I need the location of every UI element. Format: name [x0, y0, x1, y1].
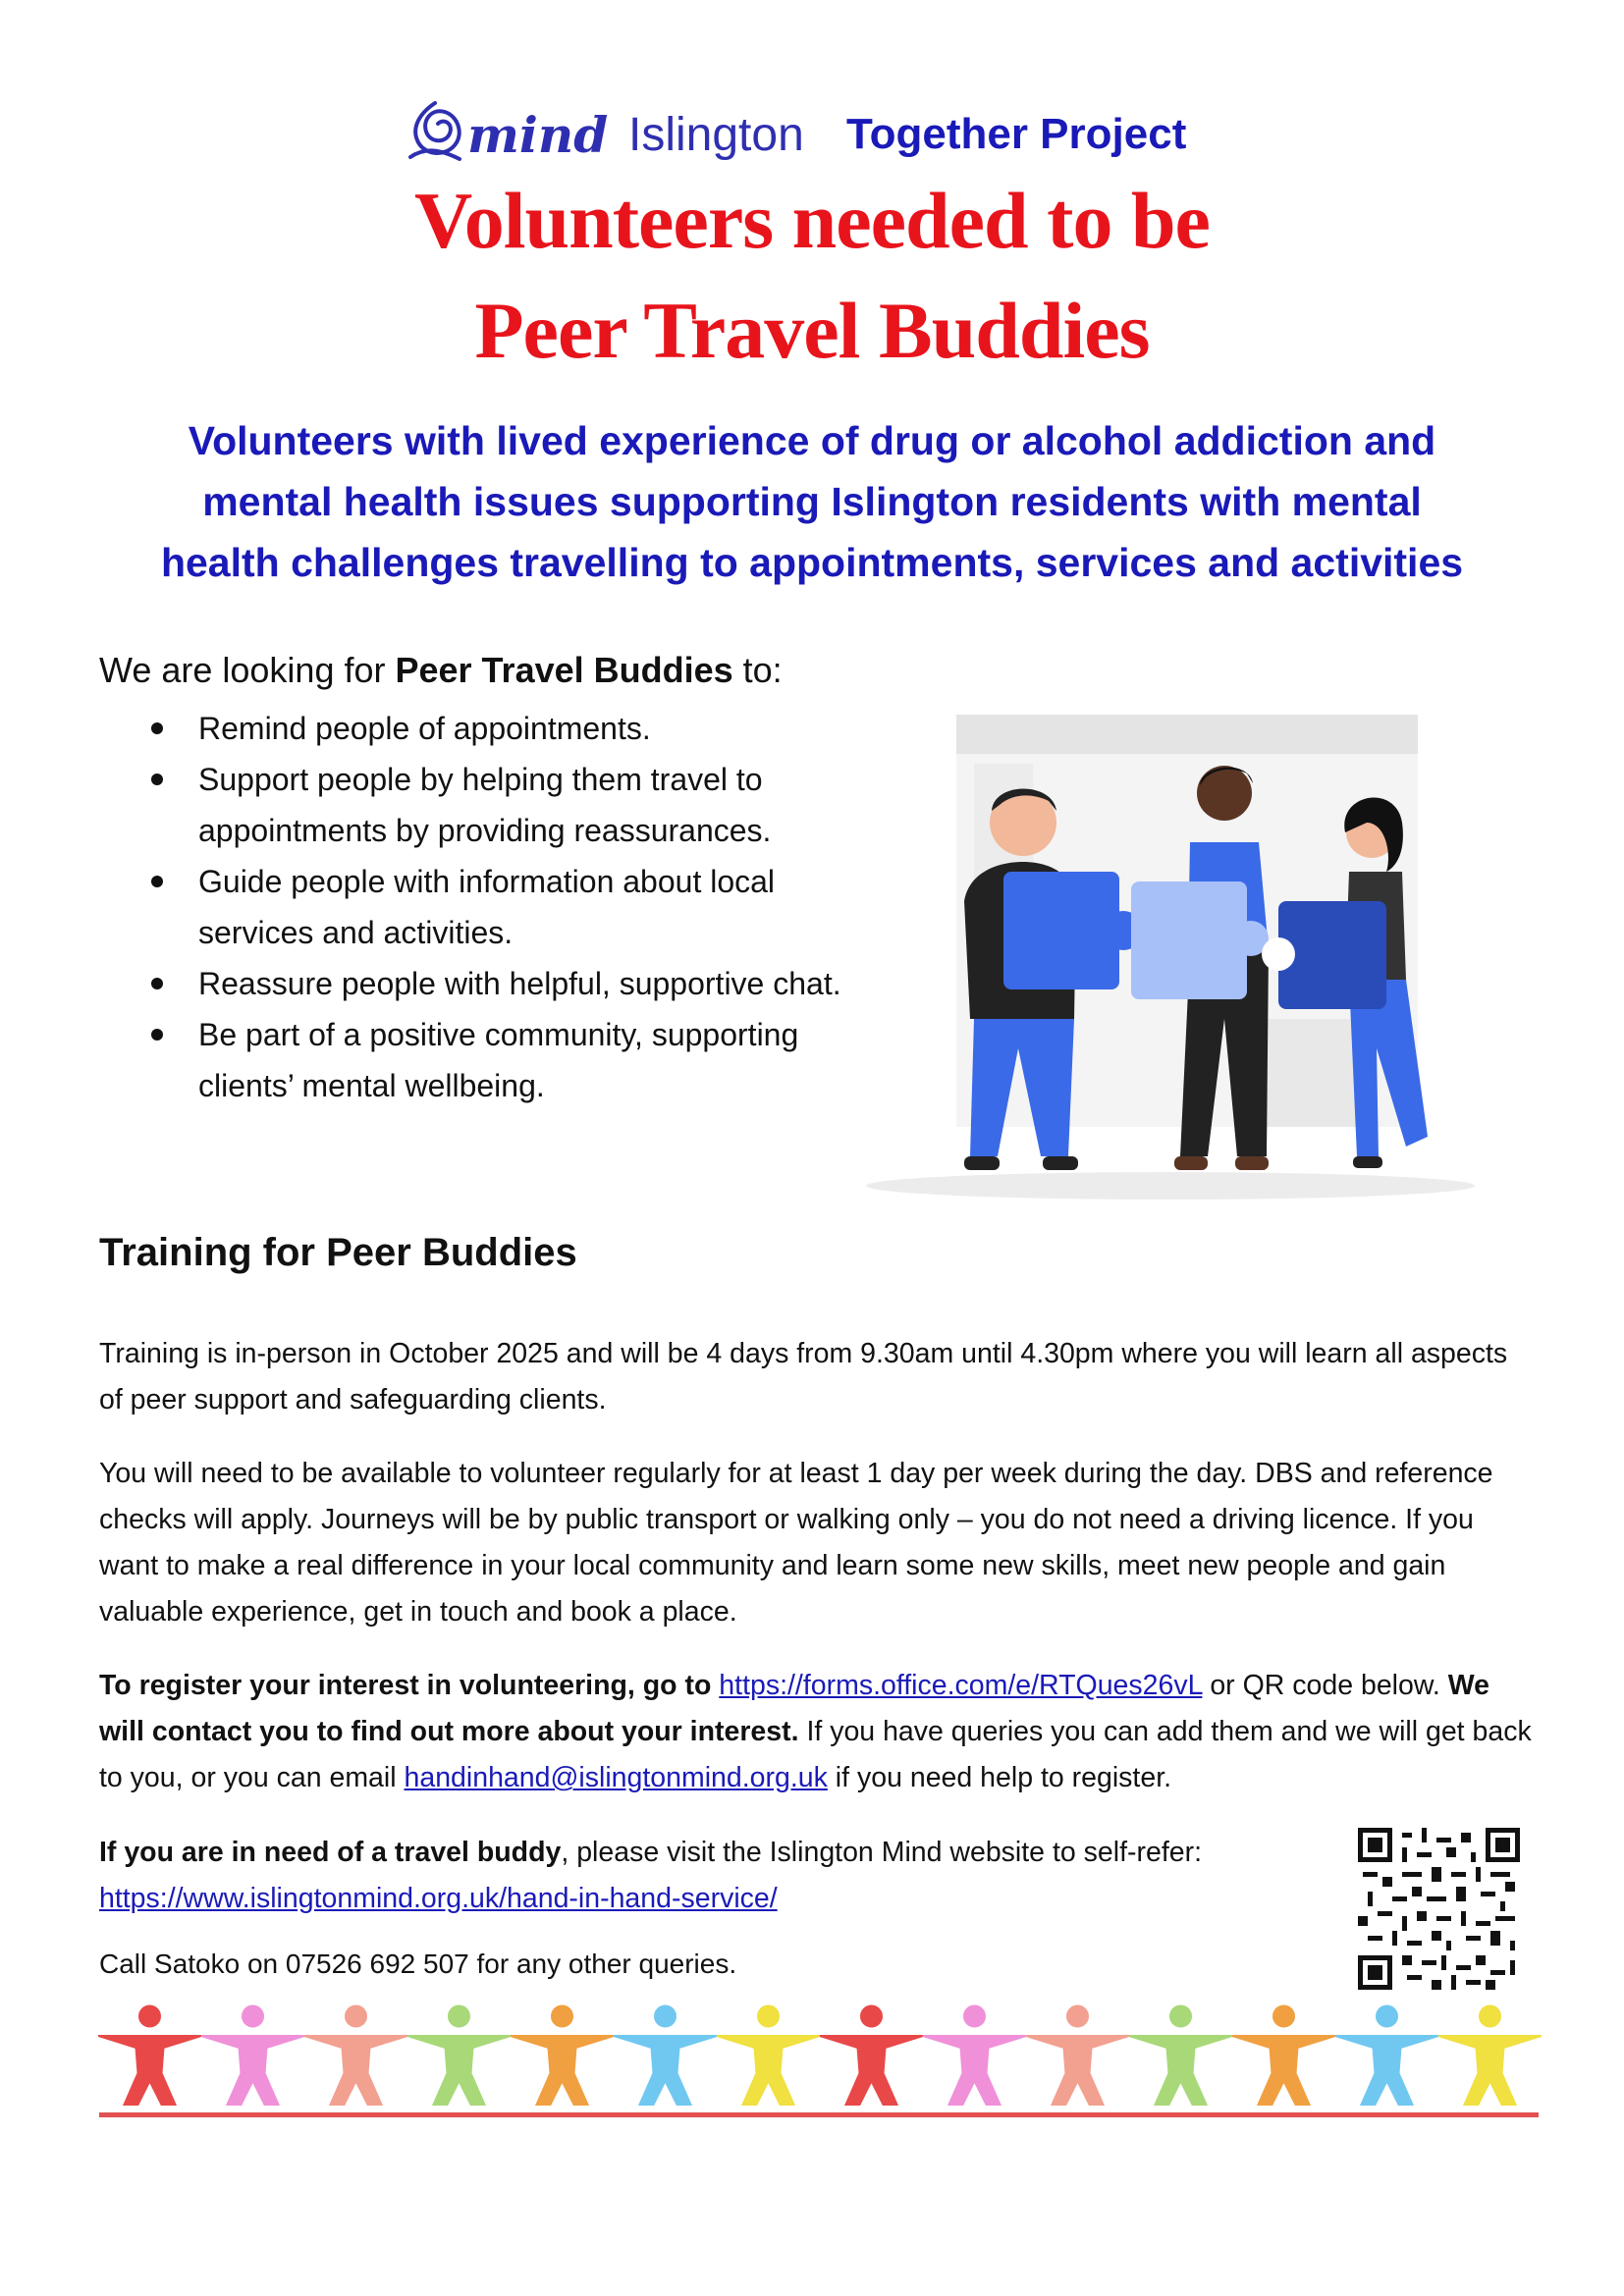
training-heading: Training for Peer Buddies: [99, 1231, 577, 1274]
bullet-item: [137, 856, 844, 958]
bullet-dot-icon: [151, 722, 163, 734]
person-figure-icon: [1232, 2005, 1335, 2105]
register-text-3: if you need help to register.: [827, 1762, 1172, 1793]
email-link[interactable]: handinhand@islingtonmind.org.uk: [404, 1762, 828, 1793]
register-paragraph: [99, 1663, 1533, 1801]
person-figure-icon: [1438, 2005, 1542, 2105]
self-refer-paragraph: [99, 1830, 1336, 1922]
people-chain-icon: [98, 2002, 1542, 2112]
title-line-1: Volunteers needed to be: [414, 176, 1210, 265]
bullet-item: [137, 703, 844, 754]
bullet-text: Guide people with information about local services and activities.: [198, 864, 776, 950]
person-figure-icon: [304, 2005, 407, 2105]
register-bold-1: To register your interest in volunteering, go to: [99, 1670, 720, 1701]
bullet-text: Remind people of appointments.: [198, 711, 651, 746]
intro-suffix: to:: [732, 650, 783, 690]
bullet-item: [137, 958, 844, 1009]
intro-bold: Peer Travel Buddies: [395, 650, 733, 690]
intro-text: [99, 650, 783, 691]
subtitle-line-3: health challenges travelling to appointments, services and activities: [160, 540, 1464, 585]
header: [0, 98, 1624, 177]
training-paragraph-2: You will need to be available to volunteer regularly for at least 1 day per week during the day. DBS and reference checks will apply. Journeys will be by public transport or walking only – you do not need a driving licence. If you want to make a real difference in your local community and learn some new skills, meet new people and gain valuable experience, get in touch and book a place.: [99, 1458, 1493, 1628]
person-figure-icon: [614, 2005, 717, 2105]
footer-line: [99, 2112, 1539, 2117]
bullet-dot-icon: [151, 774, 163, 785]
subtitle: [98, 410, 1526, 593]
person-figure-icon: [923, 2005, 1026, 2105]
person-figure-icon: [1335, 2005, 1438, 2105]
person-figure-icon: [1026, 2005, 1129, 2105]
bullet-item: [137, 1009, 844, 1111]
self-refer-bold: If you are in need of a travel buddy: [99, 1837, 562, 1868]
bullet-text: Support people by helping them travel to appointments by providing reassurances.: [198, 762, 772, 848]
bullet-dot-icon: [151, 978, 163, 989]
qr-code-icon[interactable]: [1358, 1828, 1520, 1990]
logo-islington-text: Islington: [628, 109, 804, 161]
intro-prefix: We are looking for: [99, 650, 396, 690]
register-bold-2: We will contact you to find out more about your interest.: [99, 1670, 1489, 1747]
subtitle-line-2: mental health issues supporting Islington residents with mental: [202, 479, 1422, 524]
person-figure-icon: [820, 2005, 923, 2105]
register-text-2: If you have queries you can add them and we will get back to you, or you can email: [99, 1716, 1532, 1793]
person-figure-icon: [717, 2005, 820, 2105]
person-figure-icon: [98, 2005, 201, 2105]
contact-text: Call Satoko on 07526 692 507 for any other queries.: [99, 1949, 737, 1979]
self-refer-text: , please visit the Islington Mind website to self-refer:: [561, 1837, 1202, 1868]
bullet-list: [137, 703, 844, 1111]
logo-mind-text: mind: [467, 106, 609, 164]
bullet-text: Reassure people with helpful, supportive chat.: [198, 966, 841, 1001]
bullet-dot-icon: [151, 1029, 163, 1041]
mind-logo-icon: [401, 98, 469, 167]
project-name: Together Project: [846, 110, 1187, 158]
subtitle-line-1: Volunteers with lived experience of drug or alcohol addiction and: [188, 418, 1436, 463]
register-text-1: or QR code below.: [1202, 1670, 1448, 1701]
bullet-item: [137, 754, 844, 856]
person-figure-icon: [511, 2005, 614, 2105]
person-figure-icon: [201, 2005, 304, 2105]
title-line-2: Peer Travel Buddies: [474, 286, 1150, 375]
self-refer-link[interactable]: https://www.islingtonmind.org.uk/hand-in-hand-service/: [99, 1883, 778, 1914]
person-figure-icon: [1129, 2005, 1232, 2105]
puzzle-people-illustration-icon: [846, 695, 1494, 1205]
bullet-text: Be part of a positive community, supporting clients’ mental wellbeing.: [198, 1017, 799, 1103]
training-paragraph-1: Training is in-person in October 2025 and will be 4 days from 9.30am until 4.30pm where you will learn all aspects of peer support and safeguarding clients.: [99, 1338, 1508, 1415]
bullet-dot-icon: [151, 876, 163, 887]
person-figure-icon: [407, 2005, 511, 2105]
register-form-link[interactable]: https://forms.office.com/e/RTQues26vL: [719, 1670, 1203, 1701]
